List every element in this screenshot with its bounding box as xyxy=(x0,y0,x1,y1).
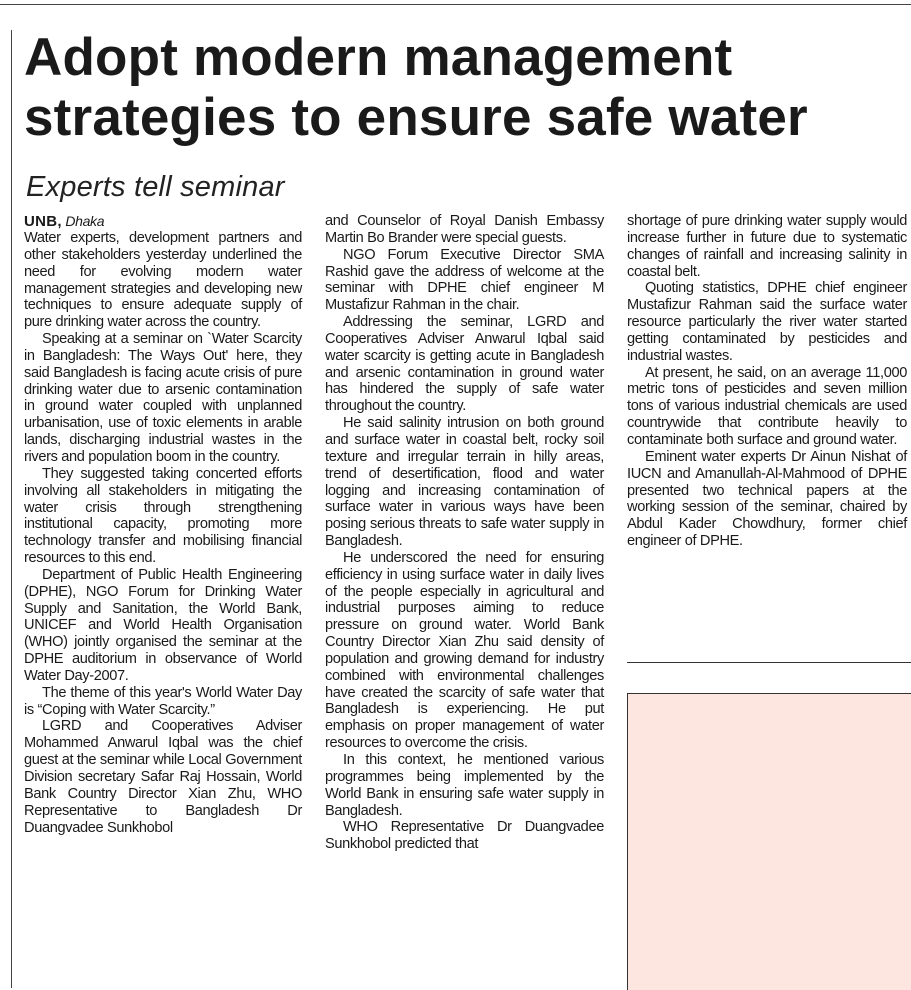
paragraph: In this context, he mentioned various programmes being implemented by the World Bank in ensuring safe water supply in Bangladesh. xyxy=(325,752,604,819)
article-column-3 xyxy=(627,213,907,550)
article-end-rule xyxy=(627,662,911,663)
paragraph: They suggested taking concerted efforts involving all stakeholders in mitigating the water crisis through strengthening institutional capacity, promoting more technology transfer and mobilising financial resources to this end. xyxy=(24,465,302,567)
paragraph: Water experts, development partners and other stakeholders yesterday underlined the need for evolving modern water management strategies and developing new techniques to ensure adequate supply of pure drinking water across the country. xyxy=(24,230,302,331)
paragraph: He said salinity intrusion on both ground and surface water in coastal belt, rocky soil texture and irregular terrain in hilly areas, trend of desertification, flood and water logging and increasing contamination of surface water in various ways have been posing serious threats to safe water supply in Bangladesh. xyxy=(325,415,604,550)
left-margin-rule xyxy=(11,30,12,988)
article-column-1 xyxy=(24,213,302,836)
paragraph: and Counselor of Royal Danish Embassy Martin Bo Brander were special guests. xyxy=(325,213,604,246)
paragraph: Department of Public Health Engineering (DPHE), NGO Forum for Drinking Water Supply and Sanitation, the World Bank, UNICEF and World Health Organisation (WHO) jointly organised the seminar at the DPHE auditorium in observance of World Water Day-2007. xyxy=(24,566,302,684)
article-column-2 xyxy=(325,213,604,853)
paragraph: He underscored the need for ensuring efficiency in using surface water in daily lives of the people especially in agricultural and industrial purposes aiming to reduce pressure on ground water. World Bank Country Director Xian Zhu said density of population and growing demand for industry combined with environmental challenges have created the scarcity of safe water that Bangladesh is experiencing. He put emphasis on proper management of water resources to overcome the crisis. xyxy=(325,549,604,752)
byline-agency: UNB, xyxy=(24,213,62,230)
byline-place: Dhaka xyxy=(65,213,105,229)
shaded-box xyxy=(627,693,911,990)
paragraph: Addressing the seminar, LGRD and Cooperatives Adviser Anwarul Iqbal said water scarcity is getting acute in Bangladesh and arsenic contamination in ground water has hindered the supply of safe water throughout the country. xyxy=(325,314,604,415)
paragraph: shortage of pure drinking water supply would increase further in future due to systematic changes of rainfall and increasing salinity in coastal belt. xyxy=(627,213,907,280)
subheadline: Experts tell seminar xyxy=(26,171,285,203)
paragraph: The theme of this year's World Water Day is “Coping with Water Scarcity.” xyxy=(24,684,302,718)
paragraph: LGRD and Cooperatives Adviser Mohammed Anwarul Iqbal was the chief guest at the seminar while Local Government Division secretary Safar Raj Hossain, World Bank Country Director Xian Zhu, WHO Representative to Bangladesh Dr Duangvadee Sunkhobol xyxy=(24,718,302,836)
paragraph: Quoting statistics, DPHE chief engineer Mustafizur Rahman said the surface water resource particularly the river water started getting contaminated by pesticides and industrial wastes. xyxy=(627,280,907,364)
headline: Adopt modern management strategies to ensure safe water xyxy=(24,28,808,147)
paragraph: Speaking at a seminar on `Water Scarcity in Bangladesh: The Ways Out' here, they said Bangladesh is facing acute crisis of pure drinking water due to arsenic contamination in ground water coupled with unplanned urbanisation, use of toxic elements in arable lands, discharging industrial wastes in the rivers and population boom in the country. xyxy=(24,331,302,465)
byline xyxy=(24,213,302,230)
paragraph: Eminent water experts Dr Ainun Nishat of IUCN and Amanullah-Al-Mahmood of DPHE presented two technical papers at the working session of the seminar, chaired by Abdul Kader Chowdhury, former chief engineer of DPHE. xyxy=(627,448,907,550)
paragraph: WHO Representative Dr Duangvadee Sunkhobol predicted that xyxy=(325,819,604,853)
paragraph: NGO Forum Executive Director SMA Rashid gave the address of welcome at the seminar with DPHE chief engineer M Mustafizur Rahman in the chair. xyxy=(325,246,604,314)
top-rule xyxy=(0,4,911,5)
paragraph: At present, he said, on an average 11,000 metric tons of pesticides and seven million tons of various industrial chemicals are used countrywide that contribute heavily to contaminate both surface and ground water. xyxy=(627,364,907,448)
